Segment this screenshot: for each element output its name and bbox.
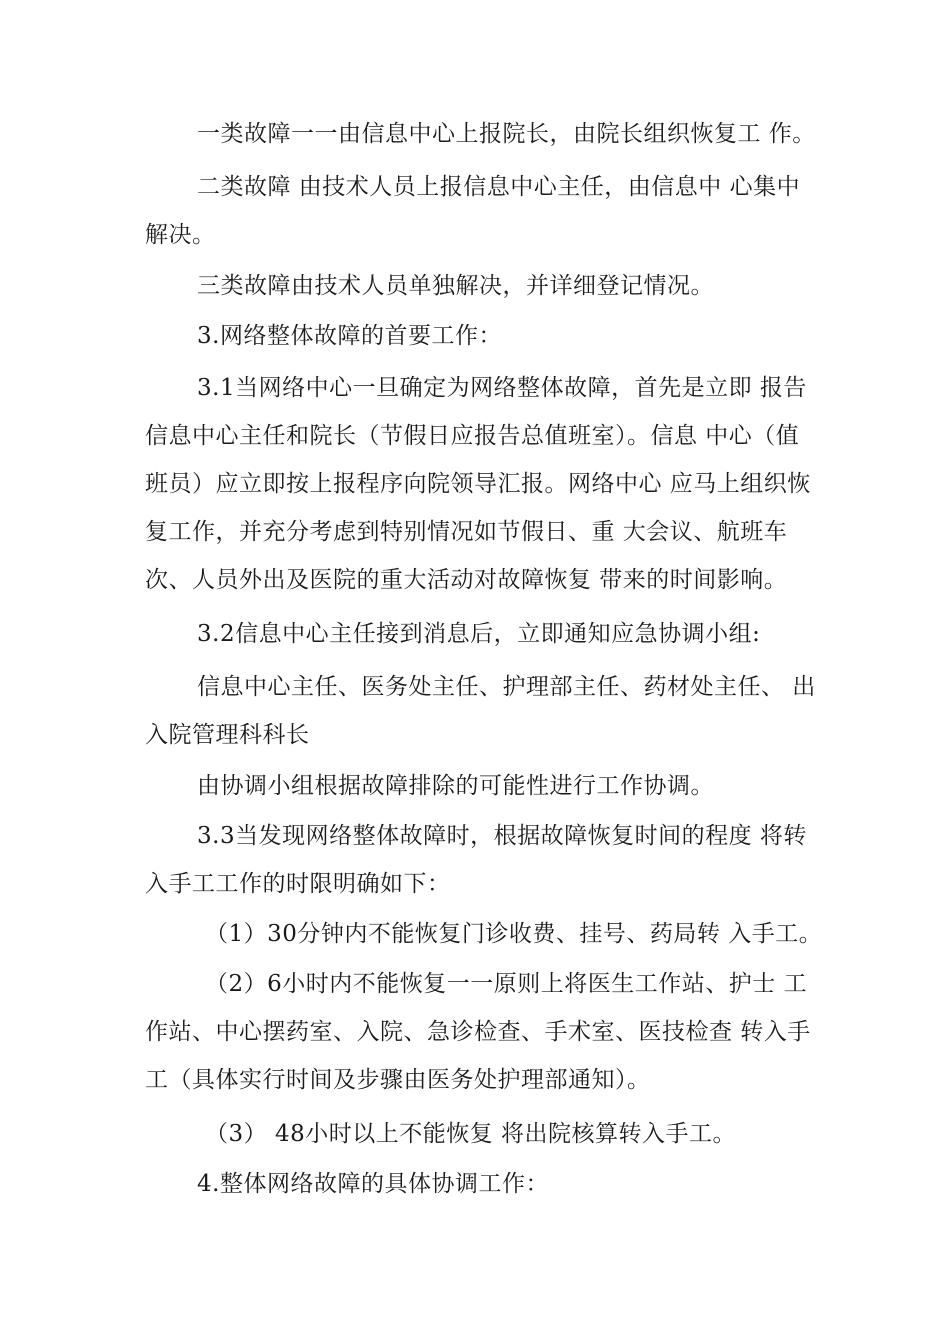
text-line: 信息中心主任和院长（节假日应报告总值班室）。信息 中心（值 — [145, 423, 800, 449]
text-line: 解决。 — [145, 222, 216, 248]
text-line: 作站、中心摆药室、入院、急诊检查、手术室、医技检查 转入手 — [145, 1019, 811, 1045]
text-line: 3.3当发现网络整体故障时，根据故障恢复时间的程度 将转 — [197, 823, 807, 849]
paragraph-item-3 — [145, 1110, 825, 1158]
text-line: 3.网络整体故障的首要工作： — [197, 323, 502, 349]
text-line: 复工作，并充分考虑到特别情况如节假日、重 大会议、航班车 — [145, 519, 788, 545]
text-line: 次、人员外出及医院的重大活动对故障恢复 带来的时间影响。 — [145, 567, 788, 593]
paragraph-item-2 — [145, 960, 825, 1104]
paragraph-coordination — [145, 762, 825, 810]
text-line: （2）6小时内不能恢复一一原则上将医生工作站、护士 工 — [205, 971, 808, 997]
text-line: 二类故障 由技术人员上报信息中心主任，由信息中 心集中 — [197, 174, 801, 200]
text-line: 由协调小组根据故障排除的可能性进行工作协调。 — [197, 773, 714, 799]
heading-section-4 — [145, 1160, 825, 1208]
text-line: （1）30分钟内不能恢复门诊收费、挂号、药局转 入手工。 — [205, 921, 823, 947]
paragraph-3-3 — [145, 812, 825, 908]
text-line: 3.1当网络中心一旦确定为网络整体故障，首先是立即 报告 — [197, 375, 807, 401]
text-line: 一类故障一一由信息中心上报院长，由院长组织恢复工 作。 — [197, 121, 816, 147]
paragraph-class2-fault — [145, 163, 825, 259]
text-line: （3） 48小时以上不能恢复 将出院核算转入手工。 — [205, 1121, 737, 1147]
paragraph-3-2 — [145, 610, 825, 658]
paragraph-3-1 — [145, 364, 825, 604]
paragraph-class1-fault — [145, 110, 825, 158]
text-line: 入手工工作的时限明确如下： — [145, 871, 451, 897]
heading-section-3 — [145, 312, 825, 360]
text-line: 班员）应立即按上报程序向院领导汇报。网络中心 应马上组织恢 — [145, 471, 811, 497]
text-line: 4.整体网络故障的具体协调工作： — [197, 1171, 549, 1197]
paragraph-class3-fault — [145, 262, 825, 310]
text-line: 入院管理科科长 — [145, 722, 310, 748]
text-line: 三类故障由技术人员单独解决，并详细登记情况。 — [197, 273, 714, 299]
text-line: 工（具体实行时间及步骤由医务处护理部通知）。 — [145, 1067, 651, 1093]
paragraph-item-1 — [145, 910, 825, 958]
text-line: 信息中心主任、医务处主任、护理部主任、药材处主任、 出 — [197, 674, 816, 700]
paragraph-coordination-members — [145, 663, 825, 759]
text-line: 3.2信息中心主任接到消息后，立即通知应急协调小组: — [197, 621, 761, 647]
